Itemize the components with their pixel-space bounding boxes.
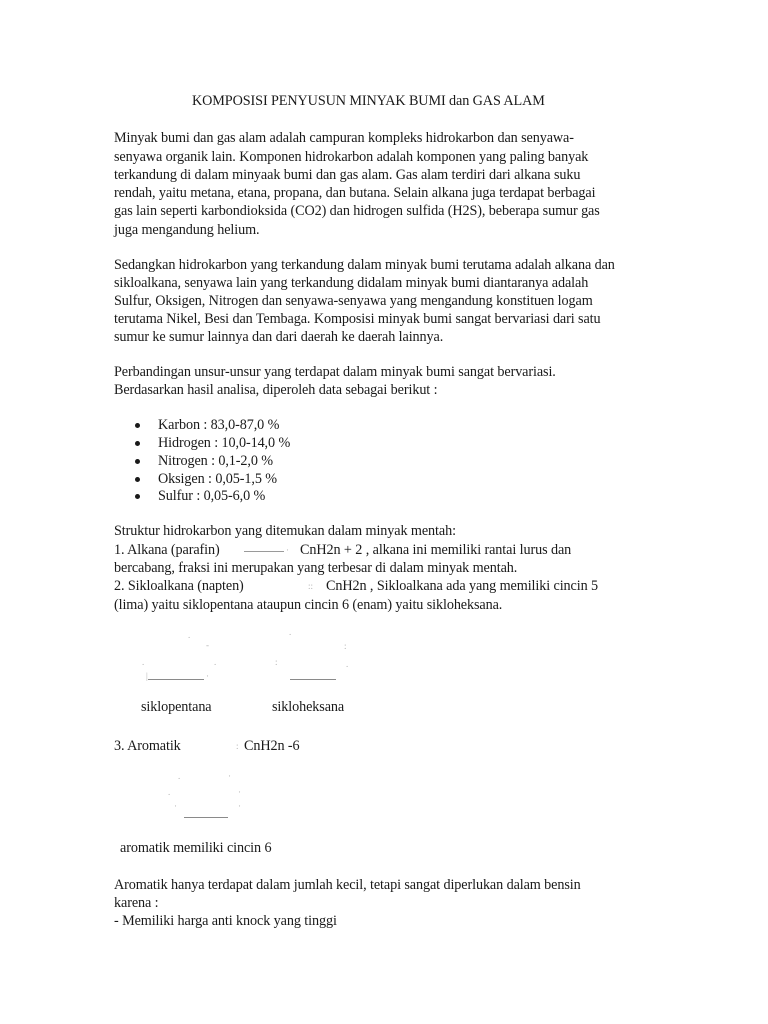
paragraph-line: senyawa organik lain. Komponen hidrokarbon adalah komponen yang paling banyak bbox=[114, 149, 589, 165]
arrow-head-icon: : bbox=[236, 741, 239, 751]
sikloalkana-label: 2. Sikloalkana (napten) bbox=[114, 578, 244, 594]
paragraph-line: sikloalkana, senyawa lain yang terkandung didalam minyak bumi diantaranya adalah bbox=[114, 275, 589, 291]
list-item-text: Hidrogen : 10,0-14,0 % bbox=[158, 435, 291, 451]
list-item-text: Nitrogen : 0,1-2,0 % bbox=[158, 453, 274, 469]
list-item-text: Sulfur : 0,05-6,0 % bbox=[158, 488, 266, 504]
ring-mark: · bbox=[238, 787, 241, 797]
sikloalkana-description: (lima) yaitu siklopentana ataupun cincin 6 (enam) yaitu sikloheksana. bbox=[114, 597, 503, 613]
alkana-formula: CnH2n + 2 , alkana ini memiliki rantai lurus dan bbox=[300, 542, 572, 558]
alkana-label: 1. Alkana (parafin) bbox=[114, 542, 220, 558]
ring-mark: · bbox=[206, 671, 209, 681]
arrow-head-icon: :: bbox=[308, 581, 314, 591]
paragraph-line: terkandung di dalam minyaak bumi dan gas alam. Gas alam terdiri dari alkana suku bbox=[114, 167, 581, 183]
alkana-description: bercabang, fraksi ini merupakan yang terbesar di dalam minyak mentah. bbox=[114, 560, 518, 576]
aromatik-formula: CnH2n -6 bbox=[244, 738, 300, 754]
ring-mark: . bbox=[142, 657, 145, 667]
aromatik-label: 3. Aromatik bbox=[114, 738, 181, 754]
bullet-icon bbox=[135, 423, 140, 428]
structure-intro: Struktur hidrokarbon yang ditemukan dalam minyak mentah: bbox=[114, 523, 456, 539]
siklopentana-caption: siklopentana bbox=[141, 699, 212, 715]
sikloalkana-formula: CnH2n , Sikloalkana ada yang memiliki cincin 5 bbox=[326, 578, 599, 594]
document-title: KOMPOSISI PENYUSUN MINYAK BUMI dan GAS ALAM bbox=[192, 93, 545, 109]
paragraph-line: Aromatik hanya terdapat dalam jumlah kecil, tetapi sangat diperlukan dalam bensin bbox=[114, 877, 581, 893]
paragraph-line: karena : bbox=[114, 895, 159, 911]
list-item-text: Oksigen : 0,05-1,5 % bbox=[158, 471, 277, 487]
ring-mark: . bbox=[346, 659, 349, 669]
ring-mark: | bbox=[146, 671, 148, 681]
aromatik-caption: aromatik memiliki cincin 6 bbox=[120, 840, 272, 856]
paragraph-line: juga mengandung helium. bbox=[114, 222, 260, 238]
bullet-icon bbox=[135, 441, 140, 446]
sikloheksana-caption: sikloheksana bbox=[272, 699, 345, 715]
ring-mark: . bbox=[188, 630, 191, 640]
paragraph-line: Berdasarkan hasil analisa, diperoleh data sebagai berikut : bbox=[114, 382, 438, 398]
ring-mark: : bbox=[275, 657, 278, 667]
ring-mark: : bbox=[344, 641, 347, 651]
paragraph-line: Sedangkan hidrokarbon yang terkandung dalam minyak bumi terutama adalah alkana dan bbox=[114, 257, 615, 273]
bullet-icon bbox=[135, 459, 140, 464]
ring-mark: · bbox=[238, 801, 241, 811]
ring-mark: . bbox=[289, 627, 292, 637]
paragraph-line: sumur ke sumur lainnya dan dari daerah ke daerah lainnya. bbox=[114, 329, 444, 345]
paragraph-line: terutama Nikel, Besi dan Tembaga. Komposisi minyak bumi sangat bervariasi dari satu bbox=[114, 311, 601, 327]
ring-mark: · bbox=[228, 771, 231, 781]
paragraph-line: rendah, yaitu metana, etana, propana, dan butana. Selain alkana juga terdapat berbagai bbox=[114, 185, 596, 201]
ring-mark: . bbox=[168, 787, 171, 797]
ring-mark: - bbox=[206, 640, 209, 650]
bullet-icon bbox=[135, 494, 140, 499]
paragraph-line: Perbandingan unsur-unsur yang terdapat dalam minyak bumi sangat bervariasi. bbox=[114, 364, 556, 380]
ring-mark: · bbox=[174, 801, 177, 811]
ring-mark: . bbox=[214, 657, 217, 667]
ring-mark: . bbox=[178, 771, 181, 781]
paragraph-line: gas lain seperti karbondioksida (CO2) dan hidrogen sulfida (H2S), beberapa sumur gas bbox=[114, 203, 600, 219]
bullet-icon bbox=[135, 477, 140, 482]
paragraph-line: Minyak bumi dan gas alam adalah campuran kompleks hidrokarbon dan senyawa- bbox=[114, 130, 574, 146]
ring-bond bbox=[184, 817, 228, 818]
arrow-line bbox=[244, 551, 284, 552]
ring-bond bbox=[148, 679, 204, 680]
arrow-head-icon: · bbox=[286, 545, 289, 555]
ring-bond bbox=[290, 679, 336, 680]
paragraph-line: - Memiliki harga anti knock yang tinggi bbox=[114, 913, 337, 929]
paragraph-line: Sulfur, Oksigen, Nitrogen dan senyawa-senyawa yang mengandung konstituen logam bbox=[114, 293, 593, 309]
list-item-text: Karbon : 83,0-87,0 % bbox=[158, 417, 280, 433]
